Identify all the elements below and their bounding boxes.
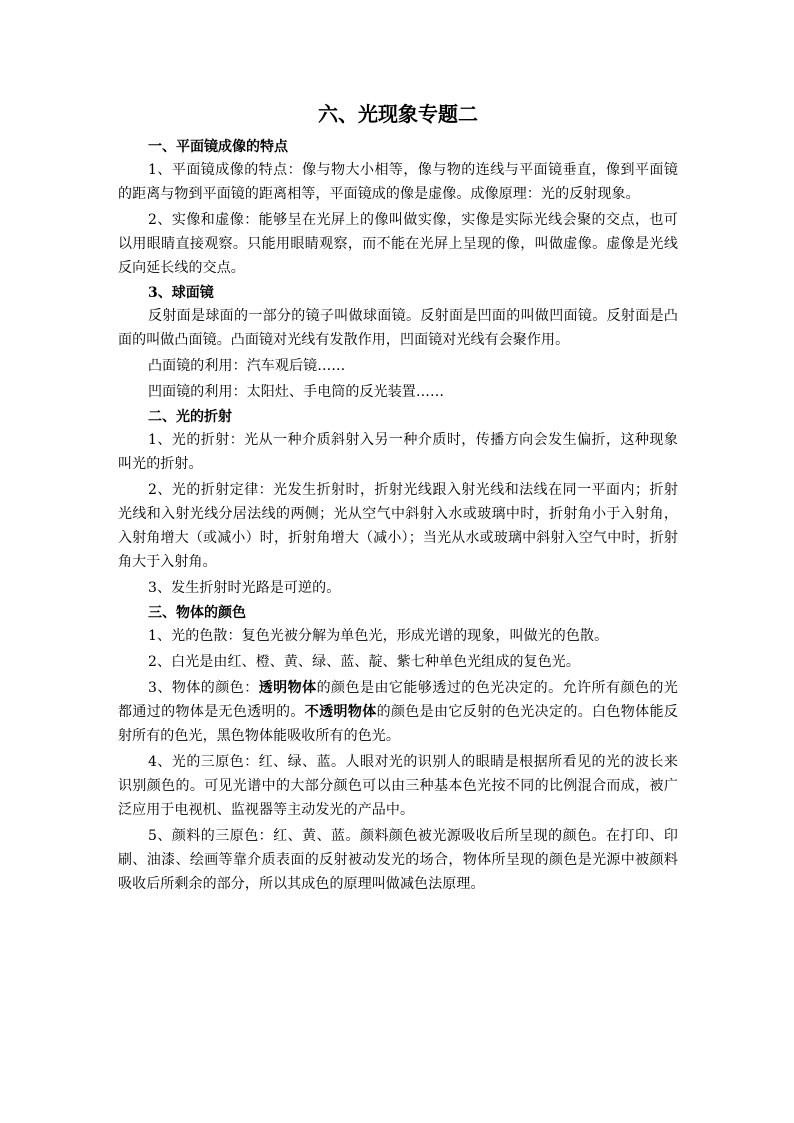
transparent-object-text: 的颜色是由它能够透过的色光决定的。允许所有颜色的光都通过的物体是无色透明的。 bbox=[118, 680, 678, 720]
paragraph-spherical-mirror: 反射面是球面的一部分的镜子叫做球面镜。反射面是凹面的叫做凹面镜。反射面是凸面的叫做凸面镜。凸面镜对光线有发散作用，凹面镜对光线有会聚作用。 bbox=[118, 308, 678, 348]
paragraph-dispersion: 1、光的色散：复色光被分解为单色光，形成光谱的现象，叫做光的色散。 bbox=[148, 628, 609, 644]
document-content bbox=[118, 100, 678, 898]
paragraph-convex-mirror-use: 凸面镜的利用：汽车观后镜…… bbox=[148, 358, 346, 374]
paragraph-object-color bbox=[118, 676, 678, 748]
paragraph-real-virtual-image: 2、实像和虚像：能够呈在光屏上的像叫做实像，实像是实际光线会聚的交点，也可以用眼睛直接观察。只能用眼睛观察，而不能在光屏上呈现的像，叫做虚像。虚像是光线反向延长线的交点。 bbox=[118, 212, 678, 276]
section-heading-plane-mirror: 一、平面镜成像的特点 bbox=[148, 139, 288, 155]
sub-heading-spherical-mirror: 3、球面镜 bbox=[148, 285, 214, 301]
section-heading-object-color: 三、物体的颜色 bbox=[148, 605, 246, 621]
object-color-intro: 3、物体的颜色： bbox=[148, 680, 259, 696]
paragraph-refraction-definition: 1、光的折射：光从一种介质斜射入另一种介质时，传播方向会发生偏折，这种现象叫光的折射。 bbox=[118, 432, 678, 472]
paragraph-plane-mirror-features: 1、平面镜成像的特点：像与物大小相等，像与物的连线与平面镜垂直，像到平面镜的距离与物到平面镜的距离相等，平面镜成的像是虚像。成像原理：光的反射现象。 bbox=[118, 162, 678, 202]
paragraph-reversible-path: 3、发生折射时光路是可逆的。 bbox=[148, 580, 341, 596]
paragraph-concave-mirror-use: 凹面镜的利用：太阳灶、手电筒的反光装置…… bbox=[148, 384, 445, 400]
paragraph-pigment-primaries: 5、颜料的三原色：红、黄、蓝。颜料颜色被光源吸收后所呈现的颜色。在打印、印刷、油漆、绘画等靠介质表面的反射被动发光的场合，物体所呈现的颜色是光源中被颜料吸收后所剩余的部分，所以其成色的原理叫做减色法原理。 bbox=[118, 828, 678, 892]
bold-opaque-object: 不透明物体 bbox=[304, 704, 377, 720]
paragraph-refraction-law: 2、光的折射定律：光发生折射时，折射光线跟入射光线和法线在同一平面内；折射光线和入射光线分居法线的两侧；光从空气中斜射入水或玻璃中时，折射角小于入射角，入射角增大（或减小）时，折射角增大（减小）；当光从水或玻璃中斜射入空气中时，折射角大于入射角。 bbox=[118, 482, 678, 570]
section-heading-refraction: 二、光的折射 bbox=[148, 409, 232, 425]
bold-transparent-object: 透明物体 bbox=[258, 680, 317, 696]
opaque-object-text: 的颜色是由它反射的色光决定的。白色物体能反射所有的色光，黑色物体能吸收所有的色光。 bbox=[118, 704, 678, 744]
paragraph-light-primaries: 4、光的三原色：红、绿、蓝。人眼对光的识别人的眼睛是根据所看见的光的波长来识别颜色的。可见光谱中的大部分颜色可以由三种基本色光按不同的比例混合而成，被广泛应用于电视机、监视器等主动发光的产品中。 bbox=[118, 754, 678, 818]
page-title: 六、光现象专题二 bbox=[318, 102, 478, 126]
paragraph-white-light: 2、白光是由红、橙、黄、绿、蓝、靛、紫七种单色光组成的复色光。 bbox=[148, 654, 581, 670]
